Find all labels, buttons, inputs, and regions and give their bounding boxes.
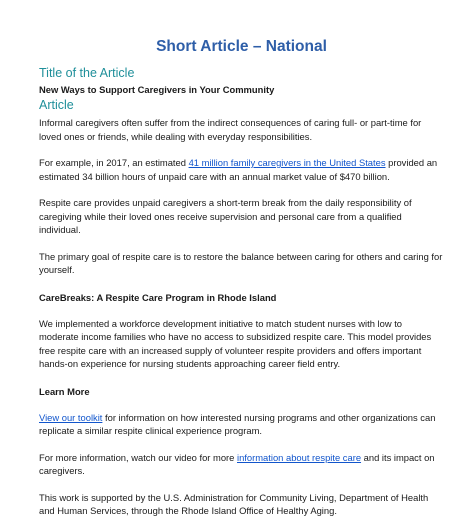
paragraph-example-statistics	[39, 156, 444, 183]
paragraph-support-acknowledgement: This work is supported by the U.S. Administration for Community Living, Department of Health and Human Services, through the Rhode Island Office of Healthy Aging.	[39, 491, 429, 516]
article-title: New Ways to Support Caregivers in Your Community	[39, 84, 275, 95]
paragraph-text: for information on how interested nursing programs and other organizations can replicate a similar respite clinical experience program.	[39, 411, 436, 436]
paragraph-video	[39, 451, 444, 478]
paragraph-text: For example, in 2017, an estimated	[39, 157, 189, 168]
paragraph-text: For more information, watch our video for more	[39, 451, 237, 463]
carebreaks-heading: CareBreaks: A Respite Care Program in Rhode Island	[39, 291, 277, 303]
title-section-heading: Title of the Article	[39, 66, 135, 80]
respite-care-info-link[interactable]: information about respite care	[237, 451, 362, 463]
paragraph-text: provided an estimated 34 billion hours of unpaid care with an annual market value of $470 billion.	[39, 157, 438, 182]
paragraph-toolkit	[39, 411, 444, 438]
document-title: Short Article – National	[156, 38, 327, 55]
article-section-heading: Article	[39, 98, 74, 112]
view-toolkit-link[interactable]: View our toolkit	[39, 411, 103, 423]
paragraph-carebreaks: We implemented a workforce development initiative to match student nurses with low to moderate income families who have no access to subsidized respite care. This model provides free respite care with an increased supply of volunteer respite providers and offers important hands-on experience for nursing students approaching career field entry.	[39, 317, 432, 369]
paragraph-primary-goal: The primary goal of respite care is to restore the balance between caring for others and caring for yourself.	[39, 250, 443, 275]
paragraph-respite-care: Respite care provides unpaid caregivers a short-term break from the daily responsibility of caregiving while their loved ones receive supervision and personal care from a qualified individual.	[39, 197, 412, 235]
paragraph-text: and its impact on caregivers.	[39, 451, 435, 476]
caregivers-statistics-link[interactable]: 41 million family caregivers in the United States	[188, 157, 386, 168]
paragraph-informal-caregivers: Informal caregivers often suffer from the indirect consequences of caring full- or part-time for loved ones or friends, while dealing with everyday responsibilities.	[39, 117, 422, 142]
learn-more-heading: Learn More	[39, 385, 90, 397]
